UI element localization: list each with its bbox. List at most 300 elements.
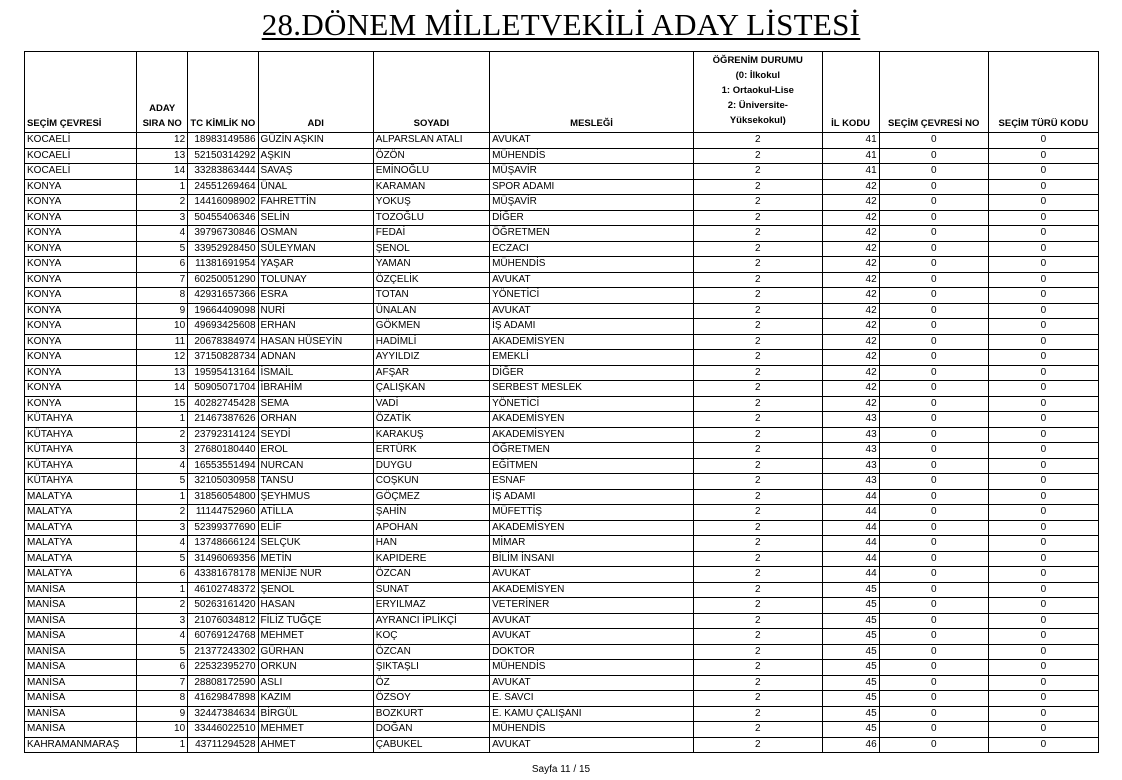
- cell-adi: MENİJE NUR: [258, 567, 373, 583]
- cell-tc-kimlik-no: 24551269464: [188, 179, 258, 195]
- cell-aday-sira-no: 9: [137, 706, 188, 722]
- cell-ogrenim-durumu: 2: [694, 567, 823, 583]
- cell-secim-turu-kodu: 0: [988, 288, 1098, 304]
- cell-il-kodu: 42: [822, 257, 879, 273]
- cell-aday-sira-no: 14: [137, 381, 188, 397]
- cell-aday-sira-no: 1: [137, 179, 188, 195]
- cell-secim-cevresi-no: 0: [879, 489, 988, 505]
- cell-il-kodu: 43: [822, 412, 879, 428]
- cell-adi: ŞENOL: [258, 582, 373, 598]
- table-row: [25, 133, 1099, 149]
- table-row: [25, 691, 1099, 707]
- header-sira-no-label: SIRA NO: [142, 118, 182, 129]
- cell-ogrenim-durumu: 2: [694, 536, 823, 552]
- cell-meslegi: AVUKAT: [490, 303, 694, 319]
- cell-secim-cevresi-no: 0: [879, 598, 988, 614]
- cell-secim-turu-kodu: 0: [988, 272, 1098, 288]
- cell-secim-cevresi: MALATYA: [25, 505, 137, 521]
- cell-tc-kimlik-no: 31496069356: [188, 551, 258, 567]
- cell-soyadi: KAPIDERE: [373, 551, 489, 567]
- cell-ogrenim-durumu: 2: [694, 412, 823, 428]
- cell-secim-cevresi: KONYA: [25, 303, 137, 319]
- header-adi: ADI: [258, 52, 373, 133]
- cell-meslegi: MİMAR: [490, 536, 694, 552]
- cell-secim-turu-kodu: 0: [988, 381, 1098, 397]
- cell-aday-sira-no: 15: [137, 396, 188, 412]
- cell-secim-cevresi-no: 0: [879, 381, 988, 397]
- cell-secim-cevresi-no: 0: [879, 536, 988, 552]
- cell-tc-kimlik-no: 50455406346: [188, 210, 258, 226]
- header-ogrenim-line: 1: Ortaokul-Lise: [721, 85, 794, 96]
- cell-secim-turu-kodu: 0: [988, 350, 1098, 366]
- cell-aday-sira-no: 5: [137, 241, 188, 257]
- cell-adi: KAZIM: [258, 691, 373, 707]
- cell-meslegi: ESNAF: [490, 474, 694, 490]
- cell-il-kodu: 45: [822, 613, 879, 629]
- cell-il-kodu: 44: [822, 536, 879, 552]
- cell-soyadi: ŞAHİN: [373, 505, 489, 521]
- cell-soyadi: HADİMLİ: [373, 334, 489, 350]
- cell-aday-sira-no: 3: [137, 210, 188, 226]
- table-row: [25, 319, 1099, 335]
- cell-soyadi: VADİ: [373, 396, 489, 412]
- cell-secim-cevresi-no: 0: [879, 412, 988, 428]
- cell-soyadi: KARAMAN: [373, 179, 489, 195]
- cell-aday-sira-no: 5: [137, 644, 188, 660]
- cell-adi: TANSU: [258, 474, 373, 490]
- cell-secim-cevresi-no: 0: [879, 629, 988, 645]
- table-row: [25, 675, 1099, 691]
- cell-tc-kimlik-no: 11381691954: [188, 257, 258, 273]
- cell-meslegi: EĞİTMEN: [490, 458, 694, 474]
- cell-aday-sira-no: 4: [137, 536, 188, 552]
- header-tc-kimlik-no: TC KİMLİK NO: [188, 52, 258, 133]
- cell-secim-cevresi-no: 0: [879, 691, 988, 707]
- cell-soyadi: SUNAT: [373, 582, 489, 598]
- cell-secim-cevresi: KONYA: [25, 195, 137, 211]
- page-title: 28.DÖNEM MİLLETVEKİLİ ADAY LİSTESİ: [261, 7, 861, 42]
- cell-il-kodu: 42: [822, 210, 879, 226]
- cell-secim-cevresi-no: 0: [879, 427, 988, 443]
- cell-aday-sira-no: 5: [137, 551, 188, 567]
- cell-tc-kimlik-no: 43381678178: [188, 567, 258, 583]
- cell-secim-turu-kodu: 0: [988, 241, 1098, 257]
- cell-meslegi: İŞ ADAMI: [490, 489, 694, 505]
- header-soyadi: SOYADI: [373, 52, 489, 133]
- cell-il-kodu: 43: [822, 427, 879, 443]
- cell-adi: METİN: [258, 551, 373, 567]
- cell-soyadi: GÖÇMEZ: [373, 489, 489, 505]
- cell-ogrenim-durumu: 2: [694, 241, 823, 257]
- cell-secim-turu-kodu: 0: [988, 226, 1098, 242]
- cell-secim-cevresi-no: 0: [879, 334, 988, 350]
- cell-il-kodu: 42: [822, 179, 879, 195]
- cell-ogrenim-durumu: 2: [694, 272, 823, 288]
- cell-aday-sira-no: 8: [137, 288, 188, 304]
- cell-secim-cevresi: KONYA: [25, 241, 137, 257]
- cell-secim-cevresi-no: 0: [879, 722, 988, 738]
- cell-adi: FAHRETTİN: [258, 195, 373, 211]
- cell-aday-sira-no: 1: [137, 737, 188, 753]
- cell-adi: ATİLLA: [258, 505, 373, 521]
- cell-soyadi: GÖKMEN: [373, 319, 489, 335]
- cell-il-kodu: 42: [822, 334, 879, 350]
- cell-secim-cevresi-no: 0: [879, 164, 988, 180]
- table-row: [25, 660, 1099, 676]
- cell-meslegi: ECZACI: [490, 241, 694, 257]
- cell-aday-sira-no: 8: [137, 691, 188, 707]
- cell-tc-kimlik-no: 21377243302: [188, 644, 258, 660]
- cell-il-kodu: 41: [822, 133, 879, 149]
- table-row: [25, 706, 1099, 722]
- cell-ogrenim-durumu: 2: [694, 381, 823, 397]
- cell-aday-sira-no: 10: [137, 319, 188, 335]
- cell-secim-cevresi: KOCAELİ: [25, 148, 137, 164]
- cell-secim-cevresi: KONYA: [25, 257, 137, 273]
- table-row: [25, 722, 1099, 738]
- cell-soyadi: TOZOĞLU: [373, 210, 489, 226]
- cell-secim-cevresi: KÜTAHYA: [25, 443, 137, 459]
- cell-secim-cevresi-no: 0: [879, 195, 988, 211]
- cell-aday-sira-no: 11: [137, 334, 188, 350]
- cell-il-kodu: 45: [822, 691, 879, 707]
- cell-secim-cevresi-no: 0: [879, 551, 988, 567]
- cell-aday-sira-no: 14: [137, 164, 188, 180]
- cell-soyadi: ÖZÖN: [373, 148, 489, 164]
- cell-soyadi: ÖZSOY: [373, 691, 489, 707]
- table-row: [25, 257, 1099, 273]
- cell-ogrenim-durumu: 2: [694, 613, 823, 629]
- cell-soyadi: KARAKUŞ: [373, 427, 489, 443]
- cell-meslegi: AVUKAT: [490, 629, 694, 645]
- cell-meslegi: E. SAVCI: [490, 691, 694, 707]
- cell-adi: GÜZİN AŞKIN: [258, 133, 373, 149]
- cell-secim-cevresi-no: 0: [879, 303, 988, 319]
- cell-il-kodu: 43: [822, 443, 879, 459]
- cell-secim-turu-kodu: 0: [988, 567, 1098, 583]
- cell-soyadi: AYRANCI İPLİKÇİ: [373, 613, 489, 629]
- cell-soyadi: ALPARSLAN ATALI: [373, 133, 489, 149]
- cell-meslegi: AKADEMİSYEN: [490, 334, 694, 350]
- cell-secim-cevresi-no: 0: [879, 272, 988, 288]
- cell-meslegi: AKADEMİSYEN: [490, 582, 694, 598]
- cell-ogrenim-durumu: 2: [694, 722, 823, 738]
- cell-aday-sira-no: 12: [137, 350, 188, 366]
- cell-ogrenim-durumu: 2: [694, 179, 823, 195]
- cell-secim-turu-kodu: 0: [988, 582, 1098, 598]
- cell-adi: NURİ: [258, 303, 373, 319]
- cell-secim-cevresi-no: 0: [879, 613, 988, 629]
- cell-secim-cevresi: MALATYA: [25, 536, 137, 552]
- cell-il-kodu: 42: [822, 365, 879, 381]
- cell-tc-kimlik-no: 52150314292: [188, 148, 258, 164]
- table-row: [25, 381, 1099, 397]
- cell-meslegi: AVUKAT: [490, 272, 694, 288]
- cell-tc-kimlik-no: 52399377690: [188, 520, 258, 536]
- cell-adi: AHMET: [258, 737, 373, 753]
- cell-soyadi: ŞIKTAŞLI: [373, 660, 489, 676]
- header-ogrenim-line: (0: İlkokul: [735, 70, 780, 81]
- cell-ogrenim-durumu: 2: [694, 551, 823, 567]
- page-footer: Sayfa 11 / 15: [531, 764, 591, 775]
- cell-adi: ASLI: [258, 675, 373, 691]
- cell-secim-cevresi: MANİSA: [25, 582, 137, 598]
- table-row: [25, 396, 1099, 412]
- cell-secim-cevresi: KONYA: [25, 396, 137, 412]
- cell-secim-cevresi: KONYA: [25, 319, 137, 335]
- table-row: [25, 179, 1099, 195]
- cell-meslegi: E. KAMU ÇALIŞANI: [490, 706, 694, 722]
- cell-secim-cevresi: KONYA: [25, 381, 137, 397]
- cell-secim-cevresi-no: 0: [879, 350, 988, 366]
- cell-aday-sira-no: 6: [137, 567, 188, 583]
- cell-tc-kimlik-no: 40282745428: [188, 396, 258, 412]
- cell-secim-cevresi: MANİSA: [25, 598, 137, 614]
- cell-secim-cevresi: MANİSA: [25, 691, 137, 707]
- cell-il-kodu: 45: [822, 644, 879, 660]
- cell-ogrenim-durumu: 2: [694, 520, 823, 536]
- cell-secim-cevresi: MANİSA: [25, 613, 137, 629]
- cell-il-kodu: 43: [822, 458, 879, 474]
- cell-secim-cevresi: MANİSA: [25, 644, 137, 660]
- header-secim-cevresi-no: SEÇİM ÇEVRESİ NO: [879, 52, 988, 133]
- cell-il-kodu: 44: [822, 567, 879, 583]
- cell-tc-kimlik-no: 32105030958: [188, 474, 258, 490]
- cell-secim-cevresi-no: 0: [879, 133, 988, 149]
- cell-aday-sira-no: 4: [137, 458, 188, 474]
- cell-adi: SÜLEYMAN: [258, 241, 373, 257]
- cell-ogrenim-durumu: 2: [694, 427, 823, 443]
- cell-tc-kimlik-no: 32447384634: [188, 706, 258, 722]
- cell-adi: HASAN HÜSEYİN: [258, 334, 373, 350]
- cell-aday-sira-no: 13: [137, 365, 188, 381]
- cell-soyadi: COŞKUN: [373, 474, 489, 490]
- cell-secim-turu-kodu: 0: [988, 489, 1098, 505]
- cell-il-kodu: 41: [822, 164, 879, 180]
- table-row: [25, 551, 1099, 567]
- cell-aday-sira-no: 3: [137, 520, 188, 536]
- cell-secim-cevresi: KOCAELİ: [25, 133, 137, 149]
- cell-meslegi: DOKTOR: [490, 644, 694, 660]
- cell-adi: MEHMET: [258, 722, 373, 738]
- cell-adi: YAŞAR: [258, 257, 373, 273]
- cell-tc-kimlik-no: 23792314124: [188, 427, 258, 443]
- cell-tc-kimlik-no: 33446022510: [188, 722, 258, 738]
- cell-meslegi: AVUKAT: [490, 133, 694, 149]
- cell-ogrenim-durumu: 2: [694, 396, 823, 412]
- cell-secim-cevresi-no: 0: [879, 737, 988, 753]
- candidate-table: [24, 51, 1099, 753]
- cell-soyadi: ERYILMAZ: [373, 598, 489, 614]
- cell-secim-cevresi: MALATYA: [25, 567, 137, 583]
- cell-secim-turu-kodu: 0: [988, 412, 1098, 428]
- cell-secim-cevresi-no: 0: [879, 567, 988, 583]
- cell-ogrenim-durumu: 2: [694, 210, 823, 226]
- cell-secim-turu-kodu: 0: [988, 613, 1098, 629]
- cell-adi: MEHMET: [258, 629, 373, 645]
- cell-ogrenim-durumu: 2: [694, 334, 823, 350]
- header-ogrenim-line: 2: Üniversite-: [727, 100, 788, 111]
- cell-secim-turu-kodu: 0: [988, 396, 1098, 412]
- cell-meslegi: VETERİNER: [490, 598, 694, 614]
- cell-tc-kimlik-no: 37150828734: [188, 350, 258, 366]
- cell-secim-turu-kodu: 0: [988, 195, 1098, 211]
- cell-aday-sira-no: 1: [137, 582, 188, 598]
- cell-soyadi: TOTAN: [373, 288, 489, 304]
- cell-ogrenim-durumu: 2: [694, 443, 823, 459]
- cell-ogrenim-durumu: 2: [694, 489, 823, 505]
- cell-secim-cevresi-no: 0: [879, 582, 988, 598]
- cell-secim-cevresi-no: 0: [879, 148, 988, 164]
- cell-adi: FİLİZ TUĞÇE: [258, 613, 373, 629]
- cell-il-kodu: 45: [822, 706, 879, 722]
- cell-ogrenim-durumu: 2: [694, 195, 823, 211]
- table-row: [25, 195, 1099, 211]
- table-row: [25, 520, 1099, 536]
- cell-meslegi: AKADEMİSYEN: [490, 412, 694, 428]
- cell-secim-cevresi-no: 0: [879, 458, 988, 474]
- cell-meslegi: AVUKAT: [490, 613, 694, 629]
- cell-ogrenim-durumu: 2: [694, 505, 823, 521]
- cell-secim-cevresi-no: 0: [879, 179, 988, 195]
- header-aday-sira-no: [137, 52, 188, 133]
- cell-adi: GÜRHAN: [258, 644, 373, 660]
- cell-il-kodu: 42: [822, 303, 879, 319]
- table-row: [25, 272, 1099, 288]
- cell-soyadi: FEDAİ: [373, 226, 489, 242]
- cell-adi: HASAN: [258, 598, 373, 614]
- cell-secim-cevresi: KONYA: [25, 210, 137, 226]
- cell-il-kodu: 44: [822, 489, 879, 505]
- cell-secim-cevresi: MALATYA: [25, 520, 137, 536]
- cell-il-kodu: 44: [822, 505, 879, 521]
- cell-secim-cevresi-no: 0: [879, 443, 988, 459]
- cell-ogrenim-durumu: 2: [694, 164, 823, 180]
- cell-tc-kimlik-no: 50905071704: [188, 381, 258, 397]
- cell-meslegi: MÜHENDİS: [490, 257, 694, 273]
- cell-meslegi: DİĞER: [490, 210, 694, 226]
- cell-meslegi: İŞ ADAMI: [490, 319, 694, 335]
- cell-secim-turu-kodu: 0: [988, 179, 1098, 195]
- cell-meslegi: MÜŞAVİR: [490, 164, 694, 180]
- cell-adi: OSMAN: [258, 226, 373, 242]
- cell-secim-turu-kodu: 0: [988, 520, 1098, 536]
- cell-tc-kimlik-no: 19664409098: [188, 303, 258, 319]
- cell-secim-cevresi-no: 0: [879, 365, 988, 381]
- cell-secim-turu-kodu: 0: [988, 722, 1098, 738]
- cell-ogrenim-durumu: 2: [694, 257, 823, 273]
- cell-aday-sira-no: 7: [137, 675, 188, 691]
- cell-adi: NURCAN: [258, 458, 373, 474]
- cell-aday-sira-no: 6: [137, 257, 188, 273]
- cell-tc-kimlik-no: 33952928450: [188, 241, 258, 257]
- cell-tc-kimlik-no: 18983149586: [188, 133, 258, 149]
- cell-aday-sira-no: 7: [137, 272, 188, 288]
- table-row: [25, 489, 1099, 505]
- cell-adi: EROL: [258, 443, 373, 459]
- cell-il-kodu: 44: [822, 551, 879, 567]
- cell-adi: İBRAHİM: [258, 381, 373, 397]
- cell-meslegi: MÜFETTİŞ: [490, 505, 694, 521]
- cell-secim-cevresi: MALATYA: [25, 489, 137, 505]
- cell-meslegi: MÜHENDİS: [490, 722, 694, 738]
- cell-aday-sira-no: 10: [137, 722, 188, 738]
- cell-secim-cevresi-no: 0: [879, 210, 988, 226]
- table-row: [25, 226, 1099, 242]
- cell-soyadi: ÖZÇELİK: [373, 272, 489, 288]
- cell-il-kodu: 42: [822, 319, 879, 335]
- cell-il-kodu: 42: [822, 381, 879, 397]
- cell-soyadi: ERTÜRK: [373, 443, 489, 459]
- header-secim-cevresi: SEÇİM ÇEVRESİ: [25, 52, 137, 133]
- cell-secim-turu-kodu: 0: [988, 737, 1098, 753]
- cell-adi: ERHAN: [258, 319, 373, 335]
- cell-adi: ADNAN: [258, 350, 373, 366]
- cell-secim-turu-kodu: 0: [988, 164, 1098, 180]
- table-row: [25, 505, 1099, 521]
- cell-adi: ORKUN: [258, 660, 373, 676]
- cell-soyadi: APOHAN: [373, 520, 489, 536]
- cell-adi: ORHAN: [258, 412, 373, 428]
- cell-tc-kimlik-no: 39796730846: [188, 226, 258, 242]
- cell-ogrenim-durumu: 2: [694, 458, 823, 474]
- cell-tc-kimlik-no: 28808172590: [188, 675, 258, 691]
- cell-ogrenim-durumu: 2: [694, 226, 823, 242]
- cell-ogrenim-durumu: 2: [694, 737, 823, 753]
- cell-meslegi: MÜHENDİS: [490, 148, 694, 164]
- header-meslegi: MESLEĞİ: [490, 52, 694, 133]
- cell-secim-turu-kodu: 0: [988, 629, 1098, 645]
- cell-soyadi: BOZKURT: [373, 706, 489, 722]
- cell-ogrenim-durumu: 2: [694, 660, 823, 676]
- cell-aday-sira-no: 1: [137, 489, 188, 505]
- cell-tc-kimlik-no: 31856054800: [188, 489, 258, 505]
- cell-secim-cevresi: KONYA: [25, 226, 137, 242]
- cell-adi: ELİF: [258, 520, 373, 536]
- header-aday-label: ADAY: [149, 103, 176, 114]
- cell-secim-cevresi-no: 0: [879, 474, 988, 490]
- cell-ogrenim-durumu: 2: [694, 365, 823, 381]
- cell-ogrenim-durumu: 2: [694, 133, 823, 149]
- table-row: [25, 148, 1099, 164]
- cell-secim-cevresi-no: 0: [879, 226, 988, 242]
- cell-secim-cevresi-no: 0: [879, 396, 988, 412]
- cell-meslegi: DİĞER: [490, 365, 694, 381]
- table-row: [25, 613, 1099, 629]
- cell-secim-cevresi: MANİSA: [25, 660, 137, 676]
- cell-soyadi: ÜNALAN: [373, 303, 489, 319]
- cell-aday-sira-no: 9: [137, 303, 188, 319]
- cell-ogrenim-durumu: 2: [694, 288, 823, 304]
- cell-secim-turu-kodu: 0: [988, 644, 1098, 660]
- cell-secim-turu-kodu: 0: [988, 133, 1098, 149]
- table-row: [25, 644, 1099, 660]
- cell-tc-kimlik-no: 14416098902: [188, 195, 258, 211]
- cell-ogrenim-durumu: 2: [694, 675, 823, 691]
- cell-ogrenim-durumu: 2: [694, 148, 823, 164]
- cell-ogrenim-durumu: 2: [694, 629, 823, 645]
- cell-secim-cevresi: KÜTAHYA: [25, 412, 137, 428]
- cell-secim-cevresi: KONYA: [25, 288, 137, 304]
- cell-meslegi: BİLİM İNSANI: [490, 551, 694, 567]
- cell-meslegi: SERBEST MESLEK: [490, 381, 694, 397]
- cell-tc-kimlik-no: 21467387626: [188, 412, 258, 428]
- cell-adi: ÜNAL: [258, 179, 373, 195]
- table-body: [25, 133, 1099, 753]
- cell-soyadi: AYYILDIZ: [373, 350, 489, 366]
- cell-secim-turu-kodu: 0: [988, 427, 1098, 443]
- cell-adi: SEMA: [258, 396, 373, 412]
